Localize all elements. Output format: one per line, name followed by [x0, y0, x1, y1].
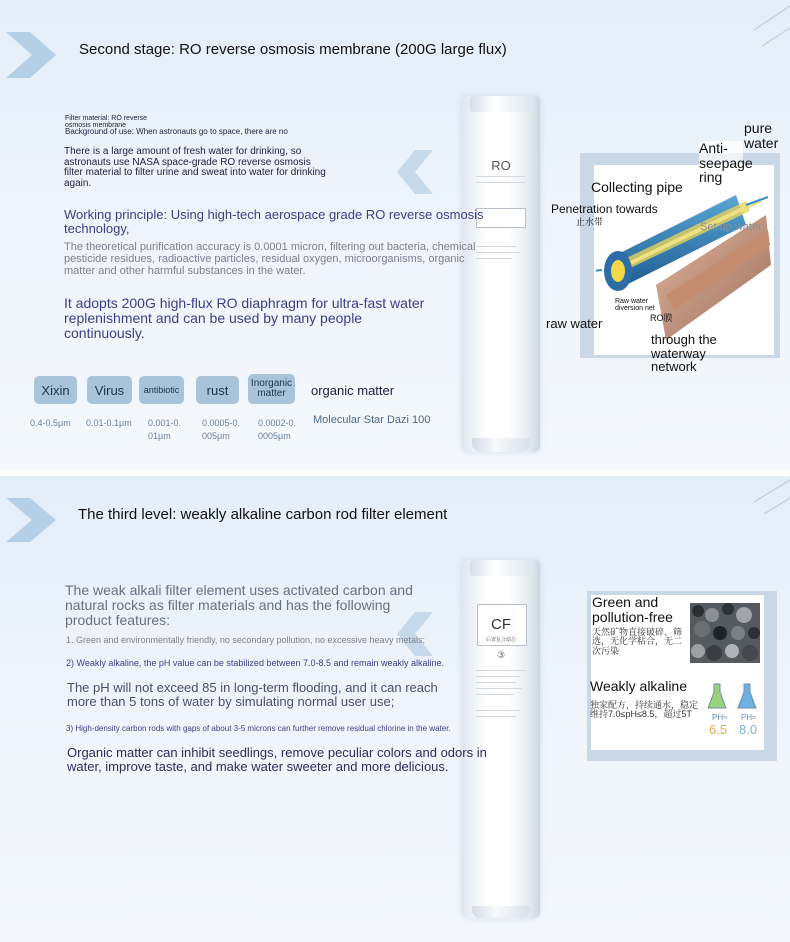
tag-organic-matter: organic matter — [311, 382, 395, 398]
raw-water-diversion-label: Raw water diversion net — [615, 298, 655, 313]
section-title: Second stage: RO reverse osmosis membrane (200G large flux) — [79, 41, 507, 58]
tag-value-rust: 0.0005-0.005μm — [202, 418, 241, 442]
background-text: There is a large amount of fresh water for drinking, so astronauts use NASA space-grade RO reverse osmosis filter material to filter urine and sweat into water for drinking again. — [64, 146, 326, 189]
ph-after-value: 8.0 — [739, 722, 758, 737]
raw-water-label: raw water — [546, 316, 603, 331]
feature-1-text: 1. Green and environmentally friendly, no secondary pollution, no excessive heavy metals; — [66, 635, 426, 645]
cartridge-number: ③ — [496, 650, 506, 660]
tag-value-virus: 0.01-0.1μm — [86, 418, 132, 428]
tag-value-antibiotic: 0.001-0.01μm — [148, 418, 182, 442]
tag-value-xixin: 0.4-0.5μm — [30, 418, 71, 428]
filter-material-text: Filter material: RO reverse osmosis membrane — [65, 115, 148, 129]
ph-before-value: 6.5 — [709, 722, 728, 737]
cn-label-water-stop: 止水带 — [576, 217, 604, 227]
chevron-right-icon — [6, 498, 56, 542]
tag-virus: Virus — [87, 376, 132, 404]
carbon-rod-section — [0, 476, 790, 942]
intro-text: The weak alkali filter element uses activated carbon and natural rocks as filter materials and has the following product features: — [65, 582, 413, 628]
ph-before-label: PH≈ — [712, 713, 728, 722]
carbon-granules-illustration — [690, 603, 760, 663]
penetration-towards-label: Penetration towards — [551, 202, 658, 216]
feature-3-text: 3) High-density carbon rods with gaps of about 3-5 microns can further remove residual chlorine in the water. — [66, 724, 451, 733]
cartridge-subtitle: 后置复合滤芯 — [485, 637, 516, 643]
tag-value-organic: Molecular Star Dazi 100 — [313, 414, 431, 426]
cf-filter-cartridge — [462, 560, 540, 918]
through-waterway-label: through the waterway network — [651, 332, 717, 375]
chevron-right-icon — [6, 32, 56, 78]
cartridge-code: CF — [491, 616, 511, 633]
anti-seepage-ring-label: Anti-seepage ring — [699, 140, 753, 186]
background-of-use-text: Background of use: When astronauts go to space, there are no — [65, 127, 288, 136]
green-pollution-free-label: Green and pollution-free — [592, 594, 673, 625]
tag-antibiotic: antibiotic — [139, 376, 184, 404]
collecting-pipe-label: Collecting pipe — [591, 179, 683, 195]
ph-flask-icon — [708, 682, 768, 712]
cartridge-code: RO — [491, 158, 511, 173]
tag-inorganic-matter: Inorganic matter — [248, 374, 295, 404]
ph-after-label: PH≈ — [741, 713, 757, 722]
feature-ph-text: The pH will not exceed 85 in long-term flooding, and it can reach more than 5 tons of water by simulating normal user use; — [67, 680, 438, 709]
tag-rust: rust — [196, 376, 239, 404]
tag-xixin: Xixin — [34, 376, 77, 404]
tag-value-inorganic: 0.0002-0.0005μm — [258, 418, 297, 442]
setup-water-label: Set up water — [700, 221, 762, 233]
feature-2-text: 2) Weakly alkaline, the pH value can be stabilized between 7.0-8.5 and remain weakly alkaline. — [66, 658, 445, 668]
weakly-alkaline-cn: 独家配方，持续通水，稳定维持7.0≤pH≤8.5，超过5T — [590, 700, 699, 720]
diagonal-lines-icon — [740, 476, 790, 516]
diagonal-lines-icon — [740, 0, 790, 50]
ro-membrane-label: RO膜 — [650, 313, 673, 323]
feature-organic-text: Organic matter can inhibit seedlings, remove peculiar colors and odors in water, improve taste, and make water sweeter and more delicious. — [67, 745, 487, 774]
diaphragm-text: It adopts 200G high-flux RO diaphragm for ultra-fast water replenishment and can be used by many people continuously. — [64, 295, 425, 341]
chevron-left-icon — [397, 150, 433, 194]
green-pollution-free-cn: 天然矿物直接破碎、筛选，无化学粘合，无二次污染 — [592, 627, 683, 656]
section-title: The third level: weakly alkaline carbon rod filter element — [78, 506, 448, 523]
ro-membrane-section — [0, 0, 790, 470]
purification-accuracy-text: The theoretical purification accuracy is 0.0001 micron, filtering out bacteria, chemical pesticide residues, radioactive particles, residual oxygen, microorganisms, organic matter and other harmful substances in the water. — [64, 241, 476, 277]
working-principle-text: Working principle: Using high-tech aerospace grade RO reverse osmosis technology, — [64, 207, 484, 236]
weakly-alkaline-label: Weakly alkaline — [590, 678, 688, 694]
pure-water-label: pure water — [744, 120, 779, 151]
